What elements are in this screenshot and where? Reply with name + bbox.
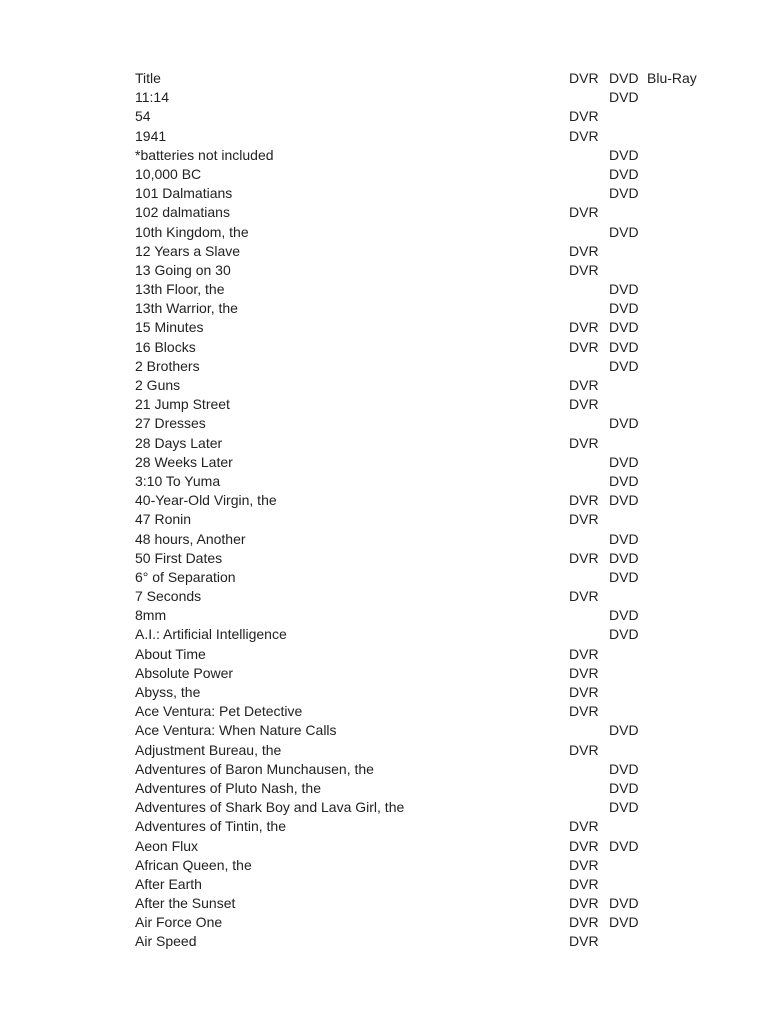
dvr-cell: DVR	[569, 914, 599, 931]
movie-title-cell: After Earth	[135, 875, 202, 892]
dvd-cell: DVD	[609, 185, 639, 202]
movie-title-cell: 7 Seconds	[135, 588, 202, 605]
dvr-cell: DVR	[569, 741, 599, 758]
movie-title-cell: 101 Dalmatians	[135, 185, 233, 202]
movie-rows	[135, 88, 735, 951]
movie-title-cell: Air Force One	[135, 914, 223, 931]
dvd-cell: DVD	[609, 357, 639, 374]
table-row	[135, 165, 735, 184]
table-row	[135, 376, 735, 395]
dvd-cell: DVD	[609, 626, 639, 643]
movie-title-cell: 21 Jump Street	[135, 396, 230, 413]
dvd-cell: DVD	[609, 549, 639, 566]
movie-title-cell: 47 Ronin	[135, 511, 192, 528]
table-row	[135, 568, 735, 587]
table-row	[135, 223, 735, 242]
table-row	[135, 837, 735, 856]
dvd-cell: DVD	[609, 338, 639, 355]
dvr-cell: DVR	[569, 549, 599, 566]
movie-title-cell: African Queen, the	[135, 856, 252, 873]
dvr-cell: DVR	[569, 127, 599, 144]
movie-title-cell: Ace Ventura: When Nature Calls	[135, 722, 337, 739]
dvd-cell: DVD	[609, 779, 639, 796]
dvr-cell: DVR	[569, 242, 599, 259]
table-row	[135, 338, 735, 357]
dvr-cell: DVR	[569, 261, 599, 278]
dvr-cell: DVR	[569, 396, 599, 413]
table-row	[135, 472, 735, 491]
table-row	[135, 875, 735, 894]
dvr-cell: DVR	[569, 684, 599, 700]
movie-title-cell: 12 Years a Slave	[135, 242, 241, 259]
table-row	[135, 299, 735, 318]
movie-title-cell: 1941	[135, 127, 167, 144]
table-row	[135, 645, 735, 664]
movie-title-cell: 2 Brothers	[135, 357, 200, 374]
movie-list-sheet	[135, 69, 735, 952]
table-row	[135, 625, 735, 644]
movie-title-cell: After the Sunset	[135, 895, 236, 912]
dvd-cell: DVD	[609, 415, 639, 432]
dvd-cell: DVD	[609, 165, 639, 182]
table-row	[135, 127, 735, 146]
dvr-cell: DVR	[569, 377, 599, 393]
movie-title-cell: 10,000 BC	[135, 165, 202, 182]
dvd-cell: DVD	[609, 89, 639, 106]
dvr-cell: DVR	[569, 434, 599, 451]
dvr-cell: DVR	[569, 645, 599, 662]
dvr-cell: DVR	[569, 856, 599, 873]
movie-title-cell: Adventures of Shark Boy and Lava Girl, the	[135, 799, 405, 816]
movie-title-cell: 3:10 To Yuma	[135, 472, 221, 489]
movie-title-cell: A.I.: Artificial Intelligence	[135, 626, 287, 643]
dvd-cell: DVD	[609, 799, 639, 816]
table-row	[135, 932, 735, 951]
movie-title-cell: Adventures of Pluto Nash, the	[135, 779, 321, 796]
table-row	[135, 453, 735, 472]
column-header-dvd: DVD	[609, 70, 639, 86]
dvd-cell: DVD	[609, 453, 639, 470]
dvr-cell: DVR	[569, 837, 599, 854]
dvr-cell: DVR	[569, 108, 599, 125]
movie-title-cell: Aeon Flux	[135, 837, 199, 854]
dvd-cell: DVD	[609, 837, 639, 854]
dvr-cell: DVR	[569, 319, 599, 336]
table-row	[135, 549, 735, 568]
dvr-cell: DVR	[569, 703, 599, 720]
movie-title-cell: 54	[135, 108, 151, 125]
dvr-cell: DVR	[569, 338, 599, 355]
table-row	[135, 88, 735, 107]
table-row	[135, 894, 735, 913]
movie-title-cell: Ace Ventura: Pet Detective	[135, 703, 303, 720]
header-row	[135, 69, 735, 88]
table-row	[135, 606, 735, 625]
dvd-cell: DVD	[609, 223, 639, 240]
table-row	[135, 760, 735, 779]
dvd-cell: DVD	[609, 568, 639, 585]
dvr-cell: DVR	[569, 511, 599, 528]
dvr-cell: DVR	[569, 895, 599, 912]
movie-title-cell: 16 Blocks	[135, 338, 196, 355]
table-row	[135, 721, 735, 740]
table-row	[135, 146, 735, 165]
dvr-cell: DVR	[569, 818, 599, 835]
movie-title-cell: 8mm	[135, 607, 167, 624]
column-header-dvr: DVR	[569, 70, 599, 86]
table-row	[135, 261, 735, 280]
table-row	[135, 395, 735, 414]
table-row	[135, 242, 735, 261]
dvd-cell: DVD	[609, 319, 639, 336]
dvd-cell: DVD	[609, 914, 639, 931]
table-row	[135, 434, 735, 453]
dvd-cell: DVD	[609, 760, 639, 777]
movie-title-cell: Air Speed	[135, 933, 197, 950]
dvd-cell: DVD	[609, 607, 639, 624]
movie-title-cell: 50 First Dates	[135, 549, 223, 566]
movie-title-cell: Abyss, the	[135, 684, 201, 700]
movie-title-cell: Adjustment Bureau, the	[135, 741, 282, 758]
movie-title-cell: 48 hours, Another	[135, 530, 246, 547]
table-row	[135, 741, 735, 760]
movie-title-cell: 102 dalmatians	[135, 204, 230, 221]
dvd-cell: DVD	[609, 530, 639, 547]
dvd-cell: DVD	[609, 300, 639, 317]
table-row	[135, 683, 735, 702]
movie-title-cell: 15 Minutes	[135, 319, 204, 336]
table-row	[135, 414, 735, 433]
movie-title-cell: 10th Kingdom, the	[135, 223, 249, 240]
table-row	[135, 856, 735, 875]
movie-title-cell: 28 Weeks Later	[135, 453, 233, 470]
movie-title-cell: 13 Going on 30	[135, 261, 231, 278]
table-row	[135, 702, 735, 721]
table-row	[135, 664, 735, 683]
movie-title-cell: 28 Days Later	[135, 434, 223, 451]
dvr-cell: DVR	[569, 588, 599, 605]
movie-title-cell: About Time	[135, 645, 206, 662]
dvd-cell: DVD	[609, 472, 639, 489]
table-row	[135, 318, 735, 337]
table-row	[135, 280, 735, 299]
movie-title-cell: 27 Dresses	[135, 415, 206, 432]
movie-title-cell: 11:14	[135, 89, 169, 106]
table-row	[135, 587, 735, 606]
table-row	[135, 530, 735, 549]
movie-title-cell: Adventures of Baron Munchausen, the	[135, 760, 374, 777]
movie-title-cell: Absolute Power	[135, 664, 234, 681]
dvd-cell: DVD	[609, 722, 639, 739]
table-row	[135, 817, 735, 836]
movie-title-cell: Adventures of Tintin, the	[135, 818, 286, 835]
dvd-cell: DVD	[609, 895, 639, 912]
table-row	[135, 107, 735, 126]
movie-title-cell: 40-Year-Old Virgin, the	[135, 492, 277, 509]
dvd-cell: DVD	[609, 146, 639, 163]
dvd-cell: DVD	[609, 281, 639, 298]
movie-title-cell: 2 Guns	[135, 377, 181, 393]
table-row	[135, 184, 735, 203]
table-row	[135, 357, 735, 376]
table-row	[135, 203, 735, 222]
table-row	[135, 510, 735, 529]
table-row	[135, 798, 735, 817]
dvr-cell: DVR	[569, 204, 599, 221]
dvr-cell: DVR	[569, 933, 599, 950]
table-row	[135, 491, 735, 510]
dvr-cell: DVR	[569, 875, 599, 892]
movie-title-cell: *batteries not included	[135, 146, 274, 163]
dvr-cell: DVR	[569, 664, 599, 681]
table-row	[135, 779, 735, 798]
dvd-cell: DVD	[609, 492, 639, 509]
movie-title-cell: 13th Warrior, the	[135, 300, 238, 317]
dvr-cell: DVR	[569, 492, 599, 509]
column-header-title: Title	[135, 70, 161, 86]
movie-title-cell: 6° of Separation	[135, 568, 236, 585]
movie-title-cell: 13th Floor, the	[135, 281, 225, 298]
column-header-bluray: Blu-Ray	[647, 70, 697, 86]
table-row	[135, 913, 735, 932]
